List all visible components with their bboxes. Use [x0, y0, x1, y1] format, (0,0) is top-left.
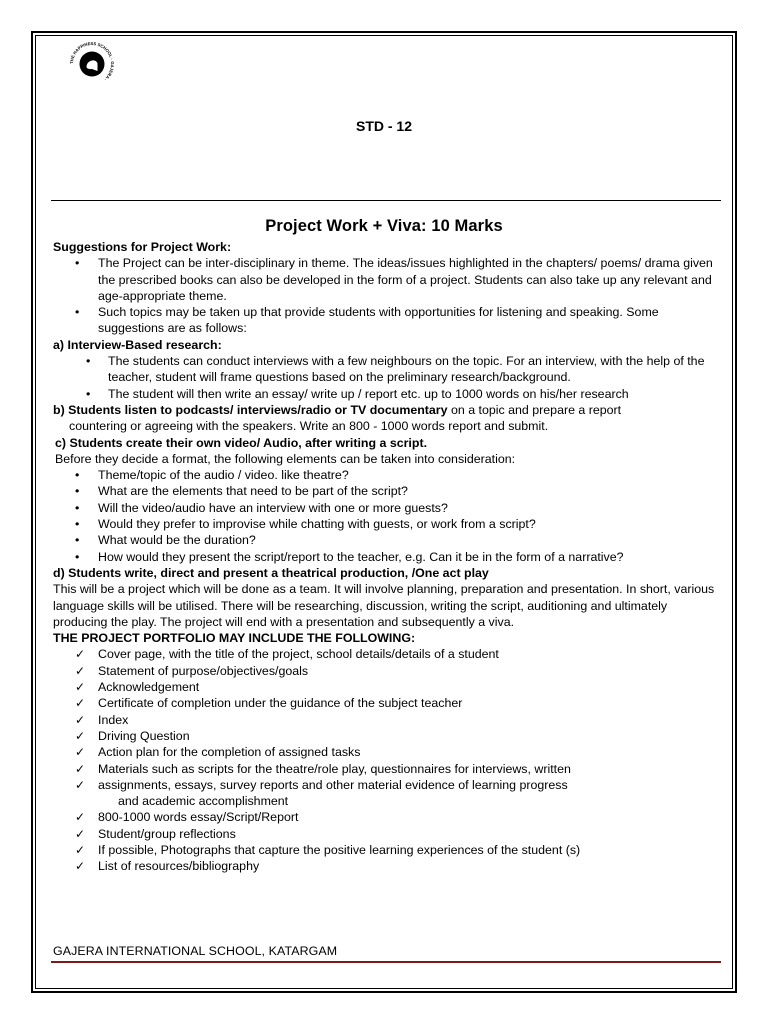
checkmark-icon: ✓ — [75, 647, 86, 662]
list-item: ✓ Index — [75, 712, 129, 727]
bullet-icon: • — [86, 386, 91, 401]
intro-bullet-list — [53, 255, 719, 336]
list-item: ✓ Materials such as scripts for the theatre/role play, questionnaires for interviews, written — [75, 761, 571, 776]
list-item: ✓ List of resources/bibliography — [75, 859, 260, 874]
portfolio-heading: THE PROJECT PORTFOLIO MAY INCLUDE THE FOLLOWING: — [53, 631, 416, 646]
bullet-icon: • — [75, 305, 80, 320]
checkmark-icon: ✓ — [75, 696, 86, 711]
bullet-icon: • — [75, 468, 80, 483]
list-item: • The student will then write an essay/ write up / report etc. up to 1000 words on his/her research — [86, 386, 629, 401]
list-item: ✓ Cover page, with the title of the project, school details/details of a student — [75, 647, 499, 662]
checkmark-icon: ✓ — [75, 859, 86, 874]
list-item: • Theme/topic of the audio / video. like theatre? — [75, 468, 349, 483]
list-item: ✓ assignments, essays, survey reports and other material evidence of learning progress and academic accomplishment — [75, 777, 568, 809]
checkmark-icon: ✓ — [75, 745, 86, 760]
checkmark-icon: ✓ — [75, 810, 86, 825]
checkmark-icon: ✓ — [75, 761, 86, 776]
checkmark-icon: ✓ — [75, 712, 86, 727]
section-b-heading: Students listen to podcasts/ interviews/radio or TV documentary — [68, 402, 448, 417]
list-item: ✓ Driving Question — [75, 728, 190, 743]
checkmark-icon: ✓ — [75, 777, 86, 792]
school-emblem-icon — [68, 40, 116, 88]
suggestions-heading: Suggestions for Project Work: — [53, 240, 232, 254]
section-c-intro: Before they decide a format, the following elements can be taken into consideration: — [55, 451, 516, 466]
document-body — [53, 239, 719, 875]
list-item: ✓ Action plan for the completion of assigned tasks — [75, 745, 361, 760]
bullet-icon: • — [75, 517, 80, 532]
standard-label: STD - 12 — [355, 118, 412, 134]
list-item: • Such topics may be taken up that provide students with opportunities for listening and speaking. Some suggestions are as follows: — [75, 305, 659, 336]
section-c-heading: c) Students create their own video/ Audio, after writing a script. — [55, 435, 428, 450]
section-b-rest: on a topic and prepare a report — [447, 402, 622, 417]
bullet-icon: • — [75, 533, 80, 548]
bullet-icon: • — [75, 500, 80, 515]
portfolio-continuation: and academic accomplishment — [118, 794, 289, 809]
page-title: Project Work + Viva: 10 Marks — [265, 217, 503, 235]
portfolio-checklist — [53, 646, 719, 874]
list-item: ✓ If possible, Photographs that capture the positive learning experiences of the student (s) — [75, 842, 581, 857]
section-b-label: b) — [53, 402, 65, 417]
section-c-bullet-list — [53, 467, 719, 565]
list-item: ✓ Certificate of completion under the guidance of the subject teacher — [75, 696, 463, 711]
checkmark-icon: ✓ — [75, 826, 86, 841]
section-a-heading: a) Interview-Based research: — [53, 337, 222, 352]
section-b-paragraph — [53, 402, 719, 418]
list-item: • What would be the duration? — [75, 533, 256, 548]
list-item: ✓ Statement of purpose/objectives/goals — [75, 663, 309, 678]
section-a-bullet-list — [53, 353, 719, 402]
list-item: ✓ 800-1000 words essay/Script/Report — [75, 810, 299, 825]
section-d-heading: d) Students write, direct and present a theatrical production, /One act play — [53, 565, 489, 580]
list-item: ✓ Student/group reflections — [75, 826, 236, 841]
section-d-body: This will be a project which will be done as a team. It will involve planning, preparation and presentation. In short, various language skills will be utilised. There will be researching, discussion, writing the script, auditioning and ultimately producing the play. The project will end with a presentation and subsequently a viva. — [53, 582, 715, 629]
list-item: • The students can conduct interviews with a few neighbours on the topic. For an interview, with the help of the teacher, student will frame questions based on the preliminary research/background. — [86, 354, 705, 385]
checkmark-icon: ✓ — [75, 728, 86, 743]
bullet-icon: • — [75, 549, 80, 564]
header-divider — [51, 200, 721, 201]
checkmark-icon: ✓ — [75, 842, 86, 857]
section-b-continuation: countering or agreeing with the speakers. Write an 800 - 1000 words report and submit. — [69, 419, 549, 434]
checkmark-icon: ✓ — [75, 663, 86, 678]
footer-divider — [51, 961, 721, 963]
list-item: • Will the video/audio have an interview with one or more guests? — [75, 500, 448, 515]
bullet-icon: • — [86, 354, 91, 369]
checkmark-icon: ✓ — [75, 680, 86, 695]
list-item: • The Project can be inter-disciplinary in theme. The ideas/issues highlighted in the chapters/ poems/ drama given the prescribed books can also be developed in the form of a project. Students can also take up any relevant and age-appropriate theme. — [75, 256, 713, 303]
bullet-icon: • — [75, 256, 80, 271]
list-item: • Would they prefer to improvise while chatting with guests, or work from a script? — [75, 517, 536, 532]
list-item: • What are the elements that need to be part of the script? — [75, 484, 408, 499]
footer-school-name: GAJERA INTERNATIONAL SCHOOL, KATARGAM — [53, 944, 338, 958]
bullet-icon: • — [75, 484, 80, 499]
list-item: ✓ Acknowledgement — [75, 680, 200, 695]
list-item: • How would they present the script/report to the teacher, e.g. Can it be in the form of a narrative? — [75, 549, 624, 564]
logo-ring-text: THE HAPPINESS SCHOOL · GAJERA · — [68, 40, 116, 83]
